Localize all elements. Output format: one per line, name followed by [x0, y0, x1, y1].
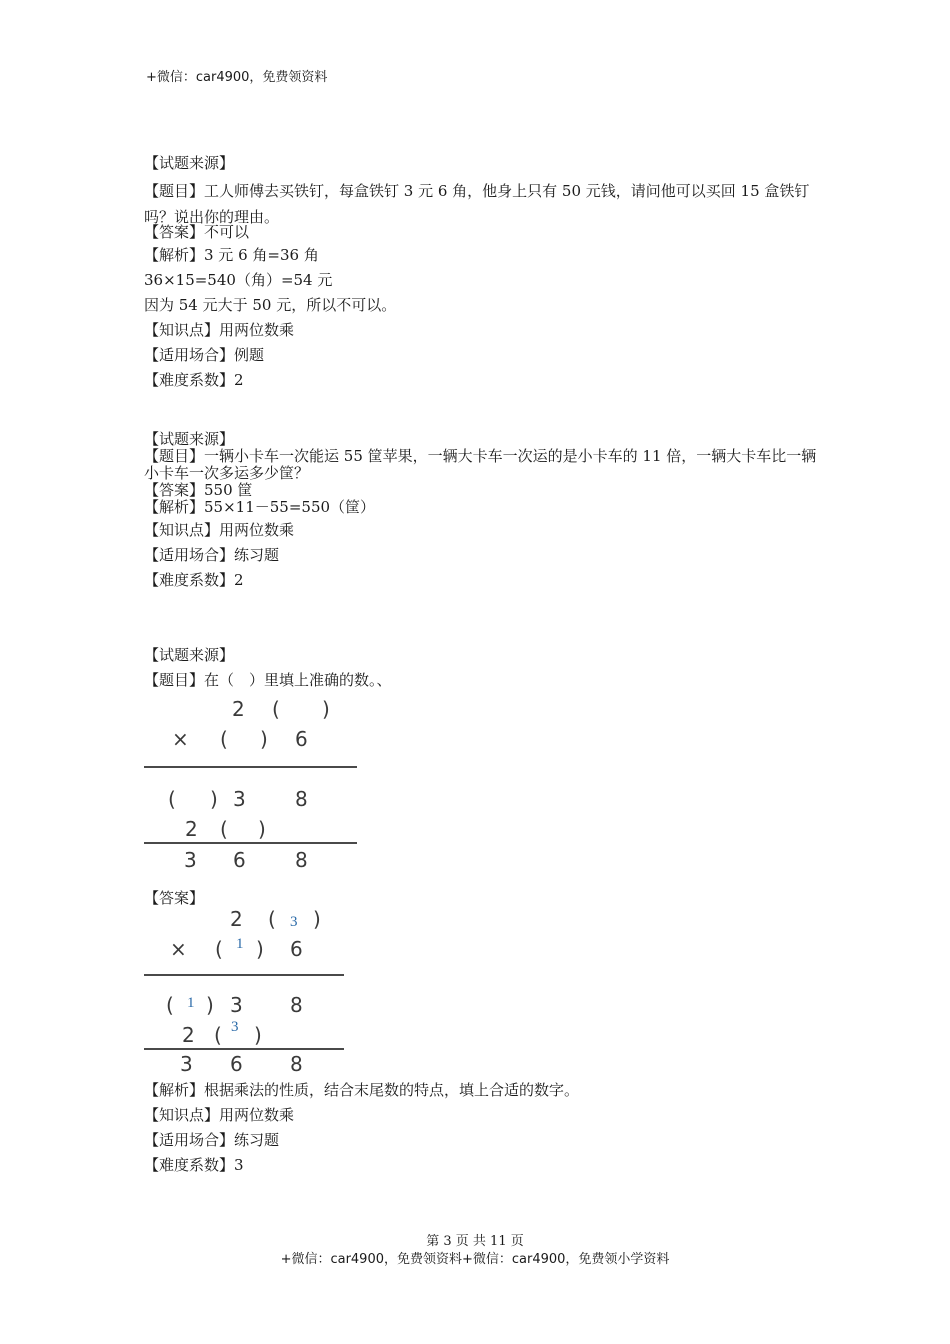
puzzle-digit: 8: [295, 787, 308, 811]
header-text: +微信：car4900，免费领资料: [146, 70, 328, 85]
answer-paren: ): [206, 993, 214, 1017]
answer-digit: 2: [182, 1023, 195, 1047]
q1-analysis-3: 因为 54 元大于 50 元，所以不可以。: [144, 296, 397, 314]
answer-digit: 8: [290, 1052, 303, 1076]
answer-paren: (: [166, 993, 174, 1017]
puzzle-paren: ): [322, 697, 330, 721]
q3-analysis: 【解析】根据乘法的性质，结合末尾数的特点，填上合适的数字。: [144, 1081, 580, 1099]
puzzle-digit: 2: [232, 697, 245, 721]
answer-paren: ): [256, 937, 264, 961]
answer-paren: ): [313, 907, 321, 931]
puzzle-paren: (: [272, 697, 280, 721]
q1-source: 【试题来源】: [144, 154, 235, 172]
answer-rule-1: [144, 974, 344, 976]
puzzle-paren: (: [220, 727, 228, 751]
q1-question: 【题目】工人师傅去买铁钉，每盒铁钉 3 元 6 角，他身上只有 50 元钱，请问他可以买回 15 盒铁钉吗？说出你的理由。: [144, 182, 810, 226]
q3-source: 【试题来源】: [144, 646, 235, 664]
q2-question: 【题目】一辆小卡车一次能运 55 筐苹果，一辆大卡车一次运的是小卡车的 11 倍，一辆大卡车比一辆小卡车一次多运多少筐？: [144, 447, 817, 482]
footer-text: +微信：car4900，免费领资料+微信：car4900，免费领小学资料: [280, 1252, 670, 1267]
puzzle-rule-2: [144, 842, 357, 844]
answer-paren: (: [214, 1023, 222, 1047]
answer-digit: 2: [230, 907, 243, 931]
puzzle-paren: (: [168, 787, 176, 811]
answer-paren: (: [268, 907, 276, 931]
q2-source: 【试题来源】: [144, 430, 235, 448]
q3-question: 【题目】在（ ）里填上准确的数。、: [144, 671, 392, 689]
answer-fill: 3: [231, 1019, 239, 1035]
q3-scene: 【适用场合】练习题: [144, 1131, 280, 1149]
q1-answer: 【答案】不可以: [144, 223, 250, 241]
puzzle-digit: 6: [295, 727, 308, 751]
q3-answer-label: 【答案】: [144, 889, 205, 907]
q3-knowledge: 【知识点】用两位数乘: [144, 1106, 295, 1124]
answer-paren: ): [254, 1023, 262, 1047]
q2-scene: 【适用场合】练习题: [144, 546, 280, 564]
puzzle-paren: ): [258, 817, 266, 841]
answer-paren: (: [215, 937, 223, 961]
puzzle-digit: 6: [233, 848, 246, 872]
q2-answer: 【答案】550 筐: [144, 481, 253, 499]
answer-times: ×: [170, 937, 187, 961]
q2-analysis: 【解析】55×11－55=550（筐）: [144, 498, 376, 516]
q3-difficulty: 【难度系数】3: [144, 1156, 244, 1174]
answer-digit: 3: [230, 993, 243, 1017]
answer-digit: 8: [290, 993, 303, 1017]
answer-digit: 6: [290, 937, 303, 961]
q1-knowledge: 【知识点】用两位数乘: [144, 321, 295, 339]
puzzle-paren: ): [210, 787, 218, 811]
puzzle-digit: 3: [184, 848, 197, 872]
puzzle-digit: 8: [295, 848, 308, 872]
answer-fill: 1: [187, 995, 195, 1011]
q1-scene: 【适用场合】例题: [144, 346, 265, 364]
puzzle-paren: ): [260, 727, 268, 751]
answer-fill: 3: [290, 914, 298, 930]
answer-fill: 1: [236, 936, 244, 952]
puzzle-times: ×: [172, 727, 189, 751]
answer-rule-2: [144, 1048, 344, 1050]
q2-knowledge: 【知识点】用两位数乘: [144, 521, 295, 539]
q1-difficulty: 【难度系数】2: [144, 371, 244, 389]
answer-digit: 3: [180, 1052, 193, 1076]
puzzle-paren: (: [220, 817, 228, 841]
footer-page-number: 第 3 页 共 11 页: [426, 1234, 524, 1249]
puzzle-rule-1: [144, 766, 357, 768]
q1-analysis-2: 36×15=540（角）=54 元: [144, 271, 333, 289]
q1-analysis-1: 【解析】3 元 6 角=36 角: [144, 246, 319, 264]
puzzle-digit: 2: [185, 817, 198, 841]
q2-difficulty: 【难度系数】2: [144, 571, 244, 589]
answer-digit: 6: [230, 1052, 243, 1076]
puzzle-digit: 3: [233, 787, 246, 811]
